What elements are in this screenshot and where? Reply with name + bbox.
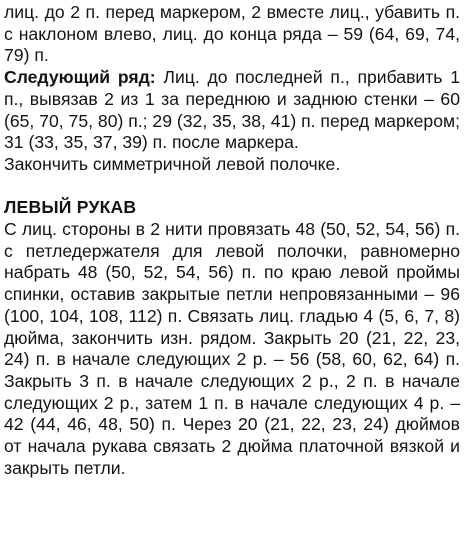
paragraph-left-sleeve-instructions: С лиц. стороны в 2 нити провязать 48 (50, 52, 54, 56) п. с петледержателя для левой полочки, равномерно набрать 48 (50, 52, 54, 56) п. по краю левой проймы спинки, оставив закрытые петли непровязанными – 96 (100, 104, 108, 112) п. Связать лиц. гладью 4 (5, 6, 7, 8) дюйма, закончить изн. рядом. Закрыть 20 (21, 22, 23, 24) п. в начале следующих 2 р. – 56 (58, 60, 62, 64) п. Закрыть 3 п. в начале следующих 2 р., 2 п. в начале следующих 2 р., затем 1 п. в начале следующих 4 р. – 42 (44, 46, 48, 50) п. Через 20 (21, 22, 23, 24) дюймов от начала рукава связать 2 дюйма платочной вязкой и закрыть петли. [4, 219, 460, 478]
paragraph-finish-symmetric: Закончить симметричной левой полочке. [4, 153, 341, 174]
next-row-label: Следующий ряд: [4, 67, 156, 88]
section-spacer [4, 176, 460, 198]
next-row-instructions: Лиц. до последней п., прибавить 1 п., вывязав 2 из 1 за переднюю и заднюю стенки – 60 (65, 70, 75, 80) п.; 29 (32, 35, 38, 41) п. перед маркером; 31 (33, 35, 37, 39) п. после маркера. [4, 67, 460, 153]
knitting-instructions-page [4, 2, 460, 479]
paragraph-next-row [4, 67, 460, 154]
section-heading-left-sleeve: ЛЕВЫЙ РУКАВ [4, 197, 137, 218]
paragraph-decrease-row: лиц. до 2 п. перед маркером, 2 вместе лиц., убавить п. с наклоном влево, лиц. до конца ряда – 59 (64, 69, 74, 79) п. [4, 2, 460, 66]
